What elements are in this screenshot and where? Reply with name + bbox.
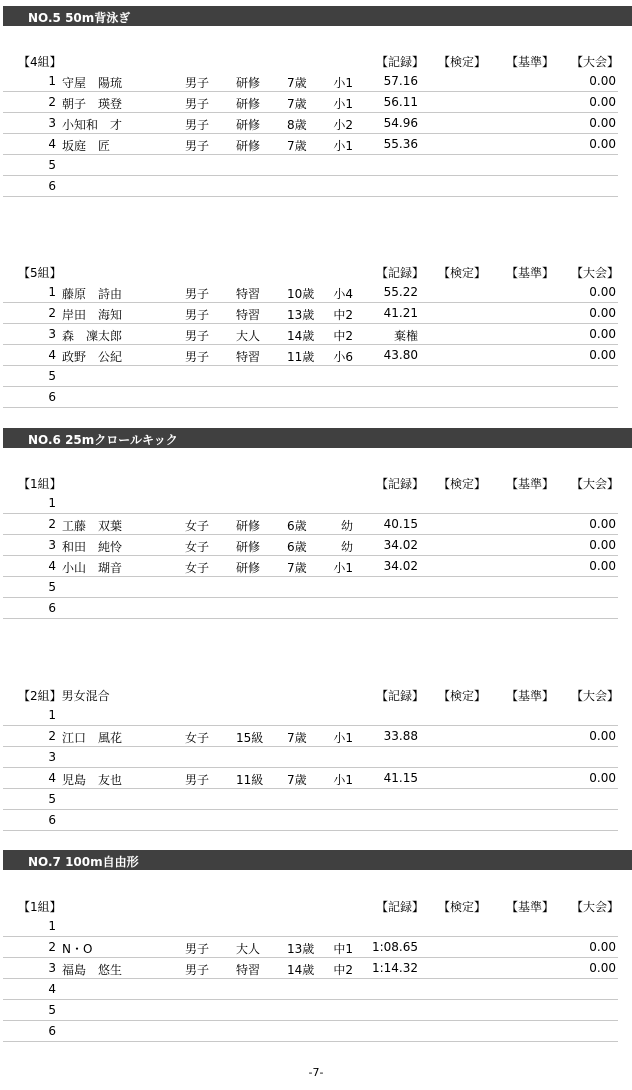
table-row [0,514,632,535]
lane-number: 5 [48,158,56,172]
lane-number: 5 [48,580,56,594]
table-row [0,176,632,197]
taikai-value: 0.00 [589,137,616,151]
age: 6歳 [287,519,307,533]
age: 11歳 [287,350,315,364]
kijun-header: 【基準】 [506,477,555,491]
lane-number: 3 [48,116,56,130]
gender: 女子 [185,731,210,745]
group-label: 【1組】 [18,900,62,914]
taikai-value: 0.00 [589,116,616,130]
record-value: 57.16 [383,74,418,88]
table-row [0,937,632,958]
event-title: NO.7 100m自由形 [28,855,139,869]
table-row [0,556,632,577]
class: 研修 [236,76,261,90]
table-row [0,134,632,155]
table-row [0,958,632,979]
taikai-value: 0.00 [589,771,616,785]
school-grade: 幼 [340,519,353,533]
lane-number: 2 [48,940,56,954]
lane-number: 3 [48,750,56,764]
event-title-bar [3,6,632,26]
gender: 女子 [185,519,210,533]
class: 特習 [236,350,261,364]
kijun-header: 【基準】 [506,55,555,69]
lane-number: 4 [48,559,56,573]
lane-number: 3 [48,327,56,341]
class: 15級 [236,731,264,745]
table-row [0,303,632,324]
class: 大人 [236,329,261,343]
gender: 男子 [185,139,210,153]
table-row [0,979,632,1000]
gender: 男子 [185,963,210,977]
kentei-header: 【検定】 [438,900,487,914]
gender: 男子 [185,308,210,322]
age: 7歳 [287,97,307,111]
lane-number: 6 [48,1024,56,1038]
kentei-header: 【検定】 [438,55,487,69]
record-header: 【記録】 [376,900,425,914]
record-value: 40.15 [383,517,418,531]
age: 7歳 [287,561,307,575]
swimmer-name: 和田 純怜 [62,540,123,554]
school-grade: 小2 [333,118,353,132]
class: 大人 [236,942,261,956]
record-header: 【記録】 [376,477,425,491]
table-row [0,598,632,619]
lane-number: 1 [48,708,56,722]
lane-number: 2 [48,95,56,109]
table-row [0,577,632,598]
school-grade: 中2 [333,308,353,322]
school-grade: 小1 [333,97,353,111]
lane-number: 4 [48,137,56,151]
gender: 男子 [185,329,210,343]
lane-number: 6 [48,179,56,193]
lane-number: 6 [48,813,56,827]
class: 特習 [236,963,261,977]
group-header [0,472,632,493]
school-grade: 小4 [333,287,353,301]
record-value: 41.21 [383,306,418,320]
lane-number: 2 [48,306,56,320]
lane-number: 6 [48,601,56,615]
class: 研修 [236,519,261,533]
school-grade: 小1 [333,561,353,575]
gender: 女子 [185,540,210,554]
taikai-header: 【大会】 [571,477,620,491]
school-grade: 中2 [333,329,353,343]
taikai-value: 0.00 [589,95,616,109]
lane-number: 4 [48,771,56,785]
table-row [0,493,632,514]
gender: 男子 [185,773,210,787]
taikai-value: 0.00 [589,74,616,88]
table-row [0,155,632,176]
taikai-value: 0.00 [589,729,616,743]
class: 研修 [236,561,261,575]
record-header: 【記録】 [376,55,425,69]
lane-number: 5 [48,1003,56,1017]
table-row [0,810,632,831]
record-value: 1:14.32 [371,961,418,975]
swimmer-name: 児島 友也 [62,773,123,787]
taikai-value: 0.00 [589,559,616,573]
swimmer-name: 福島 悠生 [62,963,123,977]
lane-number: 2 [48,517,56,531]
class: 研修 [236,139,261,153]
table-row [0,1021,632,1042]
school-grade: 中1 [333,942,353,956]
taikai-value: 0.00 [589,348,616,362]
school-grade: 小1 [333,773,353,787]
record-value: 43.80 [383,348,418,362]
swimmer-name: 朝子 瑛登 [62,97,123,111]
age: 8歳 [287,118,307,132]
kijun-header: 【基準】 [506,900,555,914]
gender: 男子 [185,942,210,956]
gender: 男子 [185,287,210,301]
table-row [0,535,632,556]
taikai-value: 0.00 [589,327,616,341]
heat-group [0,895,632,1042]
age: 6歳 [287,540,307,554]
group-label: 【1組】 [18,477,62,491]
table-row [0,282,632,303]
age: 13歳 [287,942,315,956]
class: 研修 [236,97,261,111]
taikai-value: 0.00 [589,285,616,299]
lane-number: 1 [48,496,56,510]
swimmer-name: 工藤 双葉 [62,519,123,533]
taikai-value: 0.00 [589,538,616,552]
group-header [0,895,632,916]
record-value: 55.36 [383,137,418,151]
record-value: 56.11 [383,95,418,109]
swimmer-name: 政野 公紀 [62,350,123,364]
lane-number: 2 [48,729,56,743]
age: 14歳 [287,329,315,343]
group-label: 【4組】 [18,55,62,69]
taikai-value: 0.00 [589,940,616,954]
table-row [0,71,632,92]
age: 13歳 [287,308,315,322]
gender: 男子 [185,97,210,111]
lane-number: 1 [48,919,56,933]
record-value: 34.02 [383,559,418,573]
age: 7歳 [287,773,307,787]
heat-group [0,684,632,831]
record-value: 棄権 [393,329,418,343]
kentei-header: 【検定】 [438,266,487,280]
group-label: 【2組】男女混合 [18,689,110,703]
table-row [0,789,632,810]
swimmer-name: 藤原 詩由 [62,287,123,301]
kentei-header: 【検定】 [438,477,487,491]
heat-group [0,50,632,197]
age: 7歳 [287,731,307,745]
event-title-bar [3,850,632,870]
table-row [0,387,632,408]
school-grade: 小1 [333,76,353,90]
taikai-value: 0.00 [589,306,616,320]
age: 10歳 [287,287,315,301]
lane-number: 3 [48,961,56,975]
group-header [0,50,632,71]
taikai-header: 【大会】 [571,900,620,914]
record-value: 41.15 [383,771,418,785]
taikai-value: 0.00 [589,961,616,975]
lane-number: 1 [48,74,56,88]
taikai-header: 【大会】 [571,266,620,280]
age: 7歳 [287,139,307,153]
swimmer-name: 坂庭 匠 [62,139,111,153]
kijun-header: 【基準】 [506,689,555,703]
age: 14歳 [287,963,315,977]
swimmer-name: 江口 風花 [62,731,123,745]
swimmer-name: 岸田 海知 [62,308,123,322]
heat-group [0,472,632,619]
school-grade: 中2 [333,963,353,977]
kijun-header: 【基準】 [506,266,555,280]
lane-number: 5 [48,792,56,806]
table-row [0,705,632,726]
taikai-header: 【大会】 [571,689,620,703]
table-row [0,1000,632,1021]
lane-number: 5 [48,369,56,383]
group-header [0,261,632,282]
table-row [0,92,632,113]
event-title: NO.6 25mクロールキック [28,433,178,447]
page-number: -7- [308,1066,324,1079]
taikai-value: 0.00 [589,517,616,531]
table-row [0,747,632,768]
school-grade: 小1 [333,139,353,153]
record-value: 1:08.65 [371,940,418,954]
age: 7歳 [287,76,307,90]
lane-number: 4 [48,982,56,996]
class: 11級 [236,773,264,787]
swimmer-name: 守屋 陽琉 [62,76,123,90]
class: 研修 [236,118,261,132]
record-value: 55.22 [383,285,418,299]
table-row [0,366,632,387]
record-value: 34.02 [383,538,418,552]
kentei-header: 【検定】 [438,689,487,703]
record-header: 【記録】 [376,266,425,280]
gender: 男子 [185,76,210,90]
group-label: 【5組】 [18,266,62,280]
lane-number: 3 [48,538,56,552]
record-value: 33.88 [383,729,418,743]
heat-group [0,261,632,408]
swimmer-name: N・O [62,942,93,956]
gender: 男子 [185,350,210,364]
school-grade: 小1 [333,731,353,745]
school-grade: 小6 [333,350,353,364]
event-title: NO.5 50m背泳ぎ [28,11,131,25]
lane-number: 6 [48,390,56,404]
table-row [0,768,632,789]
table-row [0,324,632,345]
class: 特習 [236,308,261,322]
class: 特習 [236,287,261,301]
lane-number: 4 [48,348,56,362]
swimmer-name: 小山 瑚音 [62,561,123,575]
lane-number: 1 [48,285,56,299]
gender: 男子 [185,118,210,132]
taikai-header: 【大会】 [571,55,620,69]
school-grade: 幼 [340,540,353,554]
table-row [0,916,632,937]
event-title-bar [3,428,632,448]
swimmer-name: 森 凜太郎 [62,329,123,343]
gender: 女子 [185,561,210,575]
class: 研修 [236,540,261,554]
record-value: 54.96 [383,116,418,130]
record-header: 【記録】 [376,689,425,703]
table-row [0,113,632,134]
table-row [0,345,632,366]
group-header [0,684,632,705]
table-row [0,726,632,747]
swimmer-name: 小知和 才 [62,118,123,132]
